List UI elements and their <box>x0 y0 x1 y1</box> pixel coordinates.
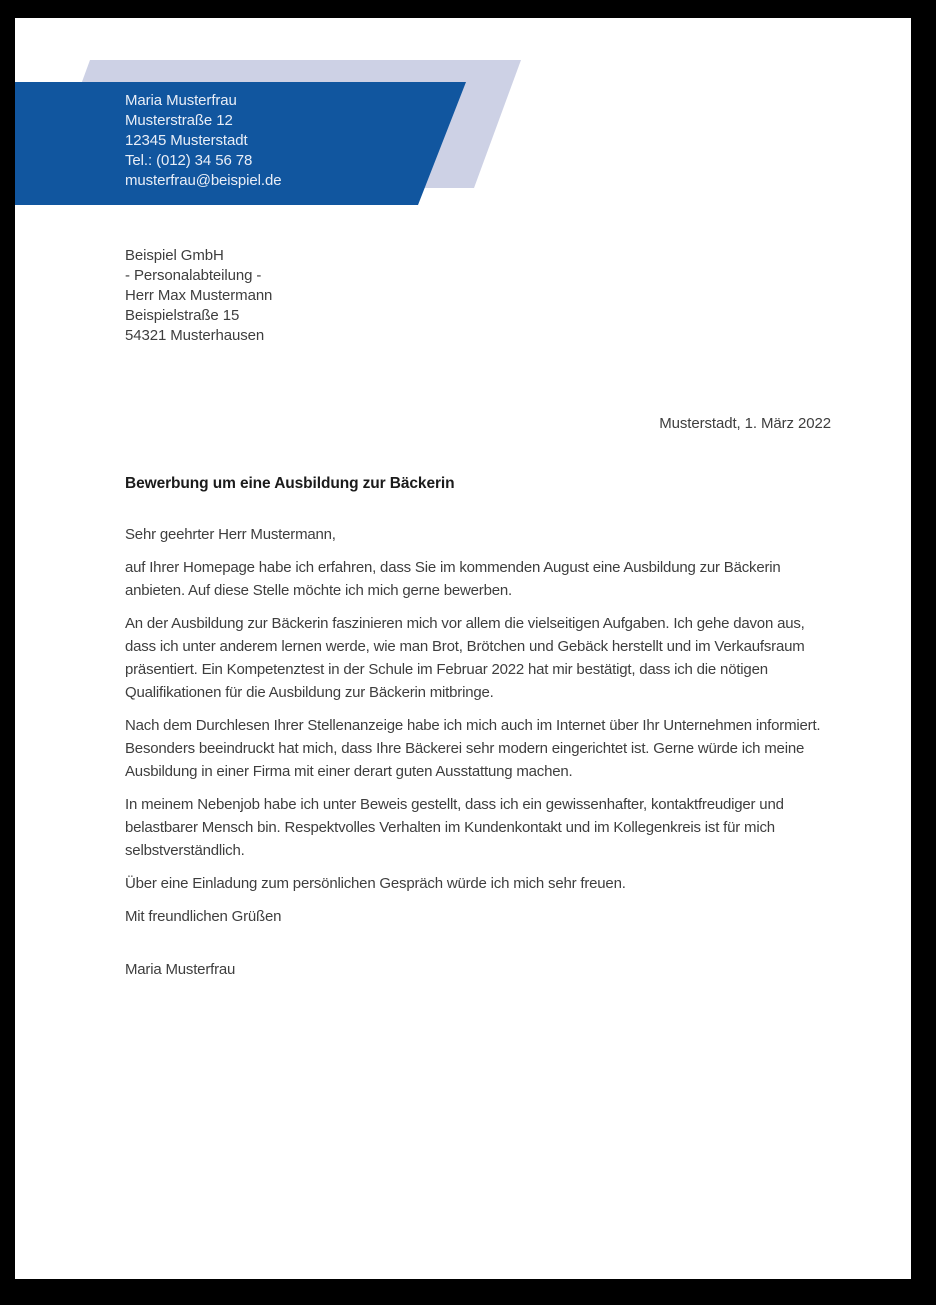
date-line: Musterstadt, 1. März 2022 <box>659 415 831 432</box>
sender-street: Musterstraße 12 <box>125 112 233 129</box>
sender-email: musterfrau@beispiel.de <box>125 172 282 189</box>
recipient-contact: Herr Max Mustermann <box>125 287 273 304</box>
recipient-street: Beispielstraße 15 <box>125 307 240 324</box>
recipient-city: 54321 Musterhausen <box>125 327 265 344</box>
sender-city: 12345 Musterstadt <box>125 132 248 149</box>
salutation: Sehr geehrter Herr Mustermann, <box>125 526 336 543</box>
recipient-department: - Personalabteilung - <box>125 267 262 284</box>
letter-body <box>125 523 831 991</box>
letter-page <box>15 18 911 1279</box>
subject-line: Bewerbung um eine Ausbildung zur Bäckerin <box>125 475 455 492</box>
body-paragraph: Über eine Einladung zum persönlichen Gespräch würde ich mich sehr freuen. <box>125 875 626 892</box>
signature-name: Maria Musterfrau <box>125 961 236 978</box>
body-paragraph: In meinem Nebenjob habe ich unter Beweis gestellt, dass ich ein gewissenhafter, kontaktfreudiger und belastbarer Mensch bin. Respektvolles Verhalten im Kundenkontakt und im Kollegenkreis ist für mich selbstverständlich. <box>125 796 784 859</box>
sender-name: Maria Musterfrau <box>125 92 237 109</box>
recipient-company: Beispiel GmbH <box>125 247 224 264</box>
closing-line: Mit freundlichen Grüßen <box>125 908 282 925</box>
body-paragraph: An der Ausbildung zur Bäckerin faszinieren mich vor allem die vielseitigen Aufgaben. Ich gehe davon aus, dass ich unter anderem lernen werde, wie man Brot, Brötchen und Gebäck herstellt und im Verkaufsraum präsentiert. Ein Kompetenztest in der Schule im Februar 2022 hat mir bestätigt, dass ich die nötigen Qualifikationen für die Ausbildung zur Bäckerin mitbringe. <box>125 615 805 701</box>
recipient-address-block <box>125 246 272 346</box>
sender-address-block <box>125 91 281 191</box>
body-paragraph: Nach dem Durchlesen Ihrer Stellenanzeige habe ich mich auch im Internet über Ihr Unternehmen informiert. Besonders beeindruckt hat mich, dass Ihre Bäckerei sehr modern eingerichtet ist. Gerne würde ich meine Ausbildung in einer Firma mit einer derart guten Ausstattung machen. <box>125 717 821 780</box>
sender-phone: Tel.: (012) 34 56 78 <box>125 152 253 169</box>
body-paragraph: auf Ihrer Homepage habe ich erfahren, dass Sie im kommenden August eine Ausbildung zur Bäckerin anbieten. Auf diese Stelle möchte ich mich gerne bewerben. <box>125 559 781 599</box>
